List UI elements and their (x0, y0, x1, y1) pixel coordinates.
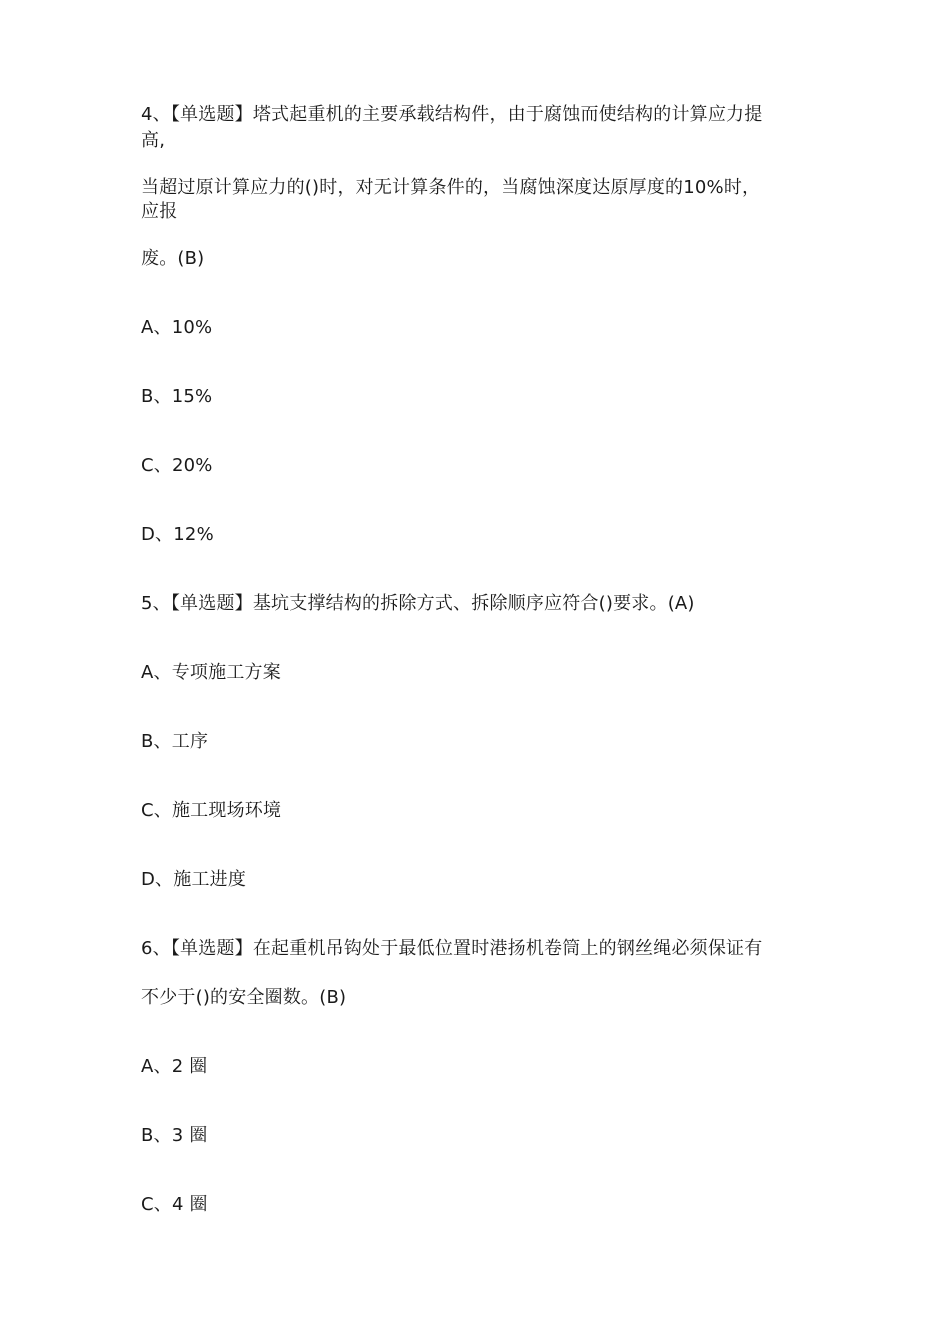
question-5-option-b: B、工序 (141, 731, 209, 752)
question-4-stem-line-2: 高, (141, 130, 166, 151)
question-4-stem-line-3: 当超过原计算应力的()时，对无计算条件的，当腐蚀深度达原厚度的10%时， (141, 177, 761, 198)
question-4-option-b: B、15% (141, 386, 213, 407)
question-6-stem-line-1: 6、【单选题】在起重机吊钩处于最低位置时港扬机卷筒上的钢丝绳必须保证有 (141, 938, 763, 959)
question-4-option-d: D、12% (141, 524, 214, 545)
question-6-option-b: B、3 圈 (141, 1125, 208, 1146)
question-5-option-d: D、施工进度 (141, 869, 247, 890)
question-5-option-c: C、施工现场环境 (141, 800, 282, 821)
question-4-stem-line-4: 应报 (141, 201, 178, 222)
question-5-stem-line-1: 5、【单选题】基坑支撑结构的拆除方式、拆除顺序应符合()要求。(A) (141, 593, 695, 614)
question-6-stem-line-2: 不少于()的安全圈数。(B) (141, 987, 347, 1008)
question-6-option-a: A、2 圈 (141, 1056, 208, 1077)
question-4-option-a: A、10% (141, 317, 213, 338)
question-4-option-c: C、20% (141, 455, 213, 476)
question-6-option-c: C、4 圈 (141, 1194, 208, 1215)
question-4-stem-line-1: 4、【单选题】塔式起重机的主要承载结构件，由于腐蚀而使结构的计算应力提 (141, 104, 763, 125)
question-4-stem-line-5: 废。(B) (141, 248, 205, 269)
question-5-option-a: A、专项施工方案 (141, 662, 281, 683)
